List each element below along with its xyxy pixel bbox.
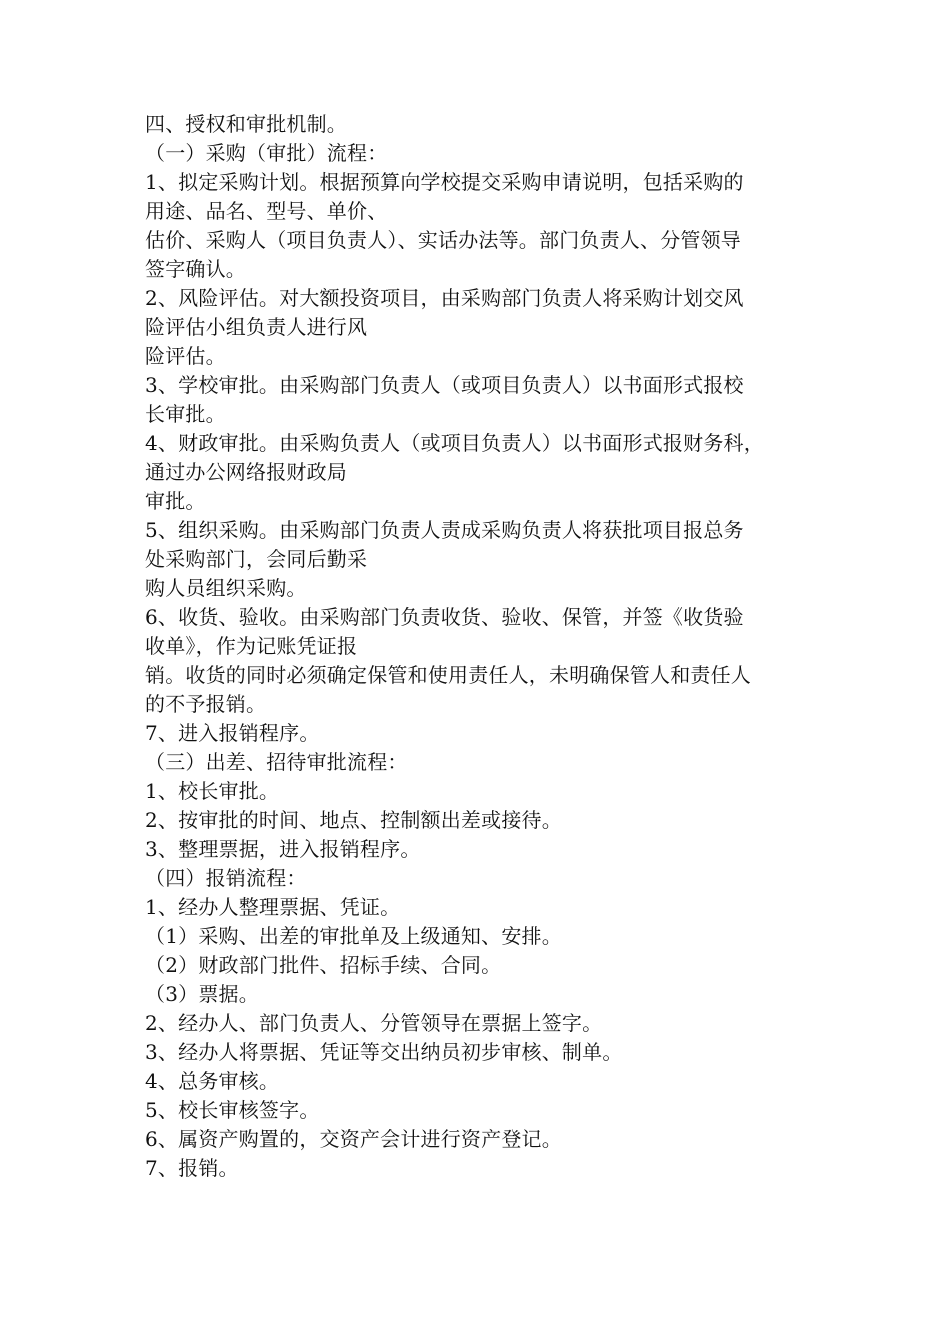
- text-line: 的不予报销。: [145, 692, 267, 716]
- text-line: 长审批。: [145, 402, 226, 426]
- text-line: 用途、品名、型号、单价、: [145, 199, 388, 223]
- text-line: 购人员组织采购。: [145, 576, 307, 600]
- text-line: 2、风险评估。对大额投资项目，由采购部门负责人将采购计划交风: [145, 286, 744, 310]
- text-line: 3、整理票据，进入报销程序。: [145, 837, 421, 861]
- text-line: 1、校长审批。: [145, 779, 280, 803]
- text-line: 2、经办人、部门负责人、分管领导在票据上签字。: [145, 1011, 603, 1035]
- text-line: 险评估。: [145, 344, 226, 368]
- text-line: 7、进入报销程序。: [145, 721, 320, 745]
- text-line: 签字确认。: [145, 257, 246, 281]
- text-line: 4、财政审批。由采购负责人（或项目负责人）以书面形式报财务科，: [145, 431, 764, 455]
- text-line: 审批。: [145, 489, 206, 513]
- text-line: 4、总务审核。: [145, 1069, 280, 1093]
- text-line: 估价、采购人（项目负责人）、实话办法等。部门负责人、分管领导: [145, 228, 741, 252]
- text-line: 3、经办人将票据、凭证等交出纳员初步审核、制单。: [145, 1040, 623, 1064]
- text-line: （2）财政部门批件、招标手续、合同。: [145, 953, 502, 977]
- text-line: 1、经办人整理票据、凭证。: [145, 895, 401, 919]
- heading-authorization: 四、授权和审批机制。: [145, 112, 347, 136]
- text-line: 6、属资产购置的，交资产会计进行资产登记。: [145, 1127, 562, 1151]
- text-line: 险评估小组负责人进行风: [145, 315, 368, 339]
- text-line: （1）采购、出差的审批单及上级通知、安排。: [145, 924, 562, 948]
- text-line: 2、按审批的时间、地点、控制额出差或接待。: [145, 808, 562, 832]
- text-line: 收单》，作为记账凭证报: [145, 634, 358, 658]
- text-line: 5、组织采购。由采购部门负责人责成采购负责人将获批项目报总务: [145, 518, 744, 542]
- text-line: 销。收货的同时必须确定保管和使用责任人，未明确保管人和责任人: [145, 663, 751, 687]
- text-line: 处采购部门，会同后勤采: [145, 547, 368, 571]
- text-line: 通过办公网络报财政局: [145, 460, 347, 484]
- text-line: 5、校长审核签字。: [145, 1098, 320, 1122]
- subheading-procurement-process: （一）采购（审批）流程：: [145, 141, 388, 165]
- text-line: 6、收货、验收。由采购部门负责收货、验收、保管，并签《收货验: [145, 605, 744, 629]
- text-line: 3、学校审批。由采购部门负责人（或项目负责人）以书面形式报校: [145, 373, 744, 397]
- text-line: 1、拟定采购计划。根据预算向学校提交采购申请说明，包括采购的: [145, 170, 744, 194]
- subheading-reimbursement-process: （四）报销流程：: [145, 866, 307, 890]
- document-page: [145, 110, 815, 1183]
- text-line: 7、报销。: [145, 1156, 239, 1180]
- subheading-travel-approval: （三）出差、招待审批流程：: [145, 750, 408, 774]
- text-line: （3）票据。: [145, 982, 259, 1006]
